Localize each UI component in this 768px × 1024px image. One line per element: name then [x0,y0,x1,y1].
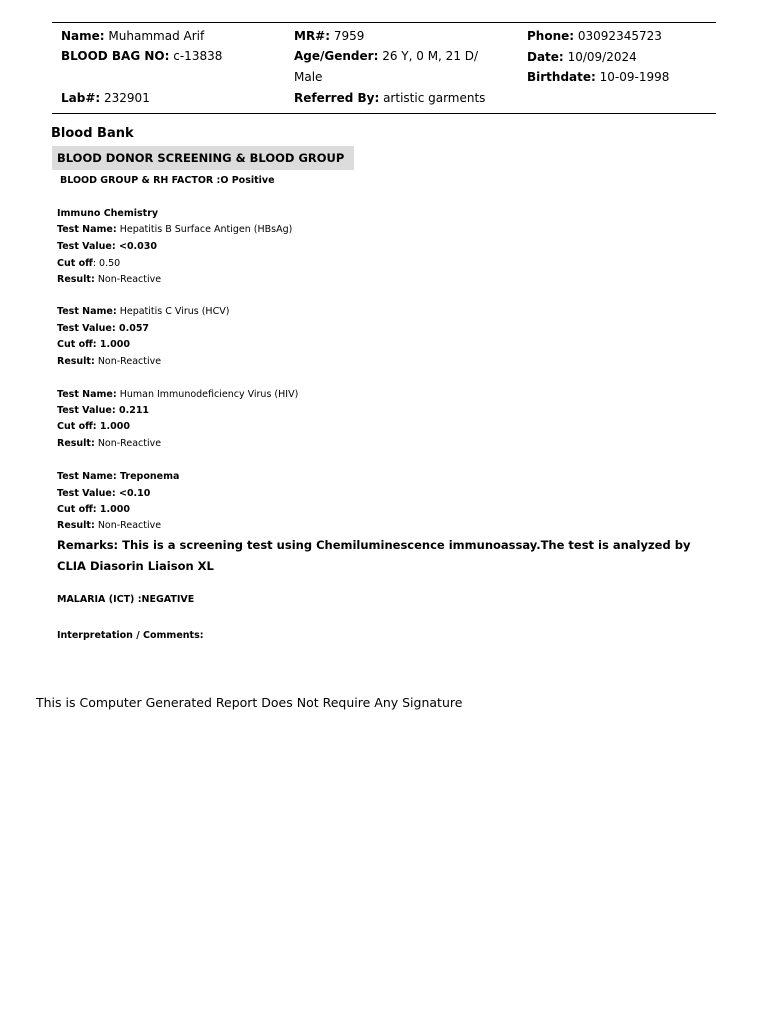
result-label: Result: [57,356,95,367]
test-2-name [57,304,229,320]
test-name-value: Hepatitis C Virus (HCV) [119,306,230,317]
cutoff-label: Cut off: [57,421,97,432]
patient-name-label: Name: [61,29,105,43]
test-name-value: Human Immunodeficiency Virus (HIV) [119,389,299,400]
blood-bag-value: c-13838 [173,49,223,63]
test-1-cutoff [57,256,120,272]
result-value: Non-Reactive [97,520,162,531]
test-value-number: 0.057 [118,323,150,334]
lab-number [61,88,150,109]
cutoff-label: Cut off: [57,504,97,515]
section-title: Blood Bank [51,126,134,141]
report-date-value: 10/09/2024 [567,50,637,64]
test-4-cutoff [57,502,130,518]
test-1-result [57,272,161,288]
test-1-name [57,222,292,238]
cutoff-value: 1.000 [99,504,130,515]
result-label: Result: [57,520,95,531]
test-value-number: 0.211 [118,405,150,416]
test-4-name [57,469,179,485]
result-value: Non-Reactive [97,356,162,367]
blood-bag-no [61,46,222,67]
mr-number [294,26,364,47]
mr-number-value: 7959 [333,29,365,43]
result-value: Non-Reactive [97,438,162,449]
referred-by-label: Referred By: [294,91,380,105]
test-value-number: <0.10 [118,488,151,499]
test-value-label: Test Value: [57,488,116,499]
phone [527,26,662,47]
birthdate-value: 10-09-1998 [599,70,670,84]
lab-number-label: Lab#: [61,91,101,105]
referred-by [294,88,485,109]
test-3-name [57,387,298,403]
test-name-value: Hepatitis B Surface Antigen (HBsAg) [119,224,293,235]
panel-title: BLOOD DONOR SCREENING & BLOOD GROUP [52,146,354,170]
test-name-label: Test Name: [57,471,117,482]
test-value-label: Test Value: [57,241,116,252]
gender-value: Male [294,70,323,84]
report-date-label: Date: [527,50,564,64]
test-3-cutoff [57,419,130,435]
remarks: Remarks: This is a screening test using Chemiluminescence immunoassay.The test is analyzed by CLIA Diasorin Liaison XL [57,538,691,573]
referred-by-value: artistic garments [383,91,486,105]
test-2-cutoff [57,337,130,353]
cutoff-label: Cut off: [57,339,97,350]
age-value: 26 Y, 0 M, 21 D/ [382,49,479,63]
patient-name [61,26,204,47]
cutoff-value: : 0.50 [92,258,121,269]
interpretation-heading: Interpretation / Comments: [57,630,204,641]
phone-label: Phone: [527,29,575,43]
test-2-value [57,321,149,337]
test-value-label: Test Value: [57,323,116,334]
blood-bag-label: BLOOD BAG NO: [61,49,170,63]
patient-name-value: Muhammad Arif [108,29,205,43]
mr-number-label: MR#: [294,29,331,43]
header-bottom-rule [52,113,716,114]
test-1-value [57,239,157,255]
test-name-value: Treponema [119,471,180,482]
result-value: Non-Reactive [97,274,162,285]
test-value-label: Test Value: [57,405,116,416]
cutoff-value: 1.000 [99,339,130,350]
test-3-value [57,403,149,419]
malaria-result: MALARIA (ICT) :NEGATIVE [57,594,195,605]
blood-group-result: BLOOD GROUP & RH FACTOR :O Positive [60,175,275,186]
immuno-chemistry-heading: Immuno Chemistry [57,208,159,219]
birthdate-label: Birthdate: [527,70,596,84]
test-4-result [57,518,161,534]
lab-number-value: 232901 [104,91,150,105]
header-top-rule [52,22,716,23]
test-name-label: Test Name: [57,306,117,317]
report-date [527,47,637,68]
birthdate [527,67,669,88]
test-name-label: Test Name: [57,224,117,235]
cutoff-value: 1.000 [99,421,130,432]
cutoff-label: Cut off [57,258,93,269]
test-value-number: <0.030 [118,241,157,252]
age-gender-label: Age/Gender: [294,49,379,63]
test-4-value [57,486,150,502]
result-label: Result: [57,274,95,285]
phone-value: 03092345723 [577,29,662,43]
footer-note: This is Computer Generated Report Does Not Require Any Signature [36,695,463,710]
test-name-label: Test Name: [57,389,117,400]
test-3-result [57,436,161,452]
test-2-result [57,354,161,370]
result-label: Result: [57,438,95,449]
age-gender [294,46,478,67]
